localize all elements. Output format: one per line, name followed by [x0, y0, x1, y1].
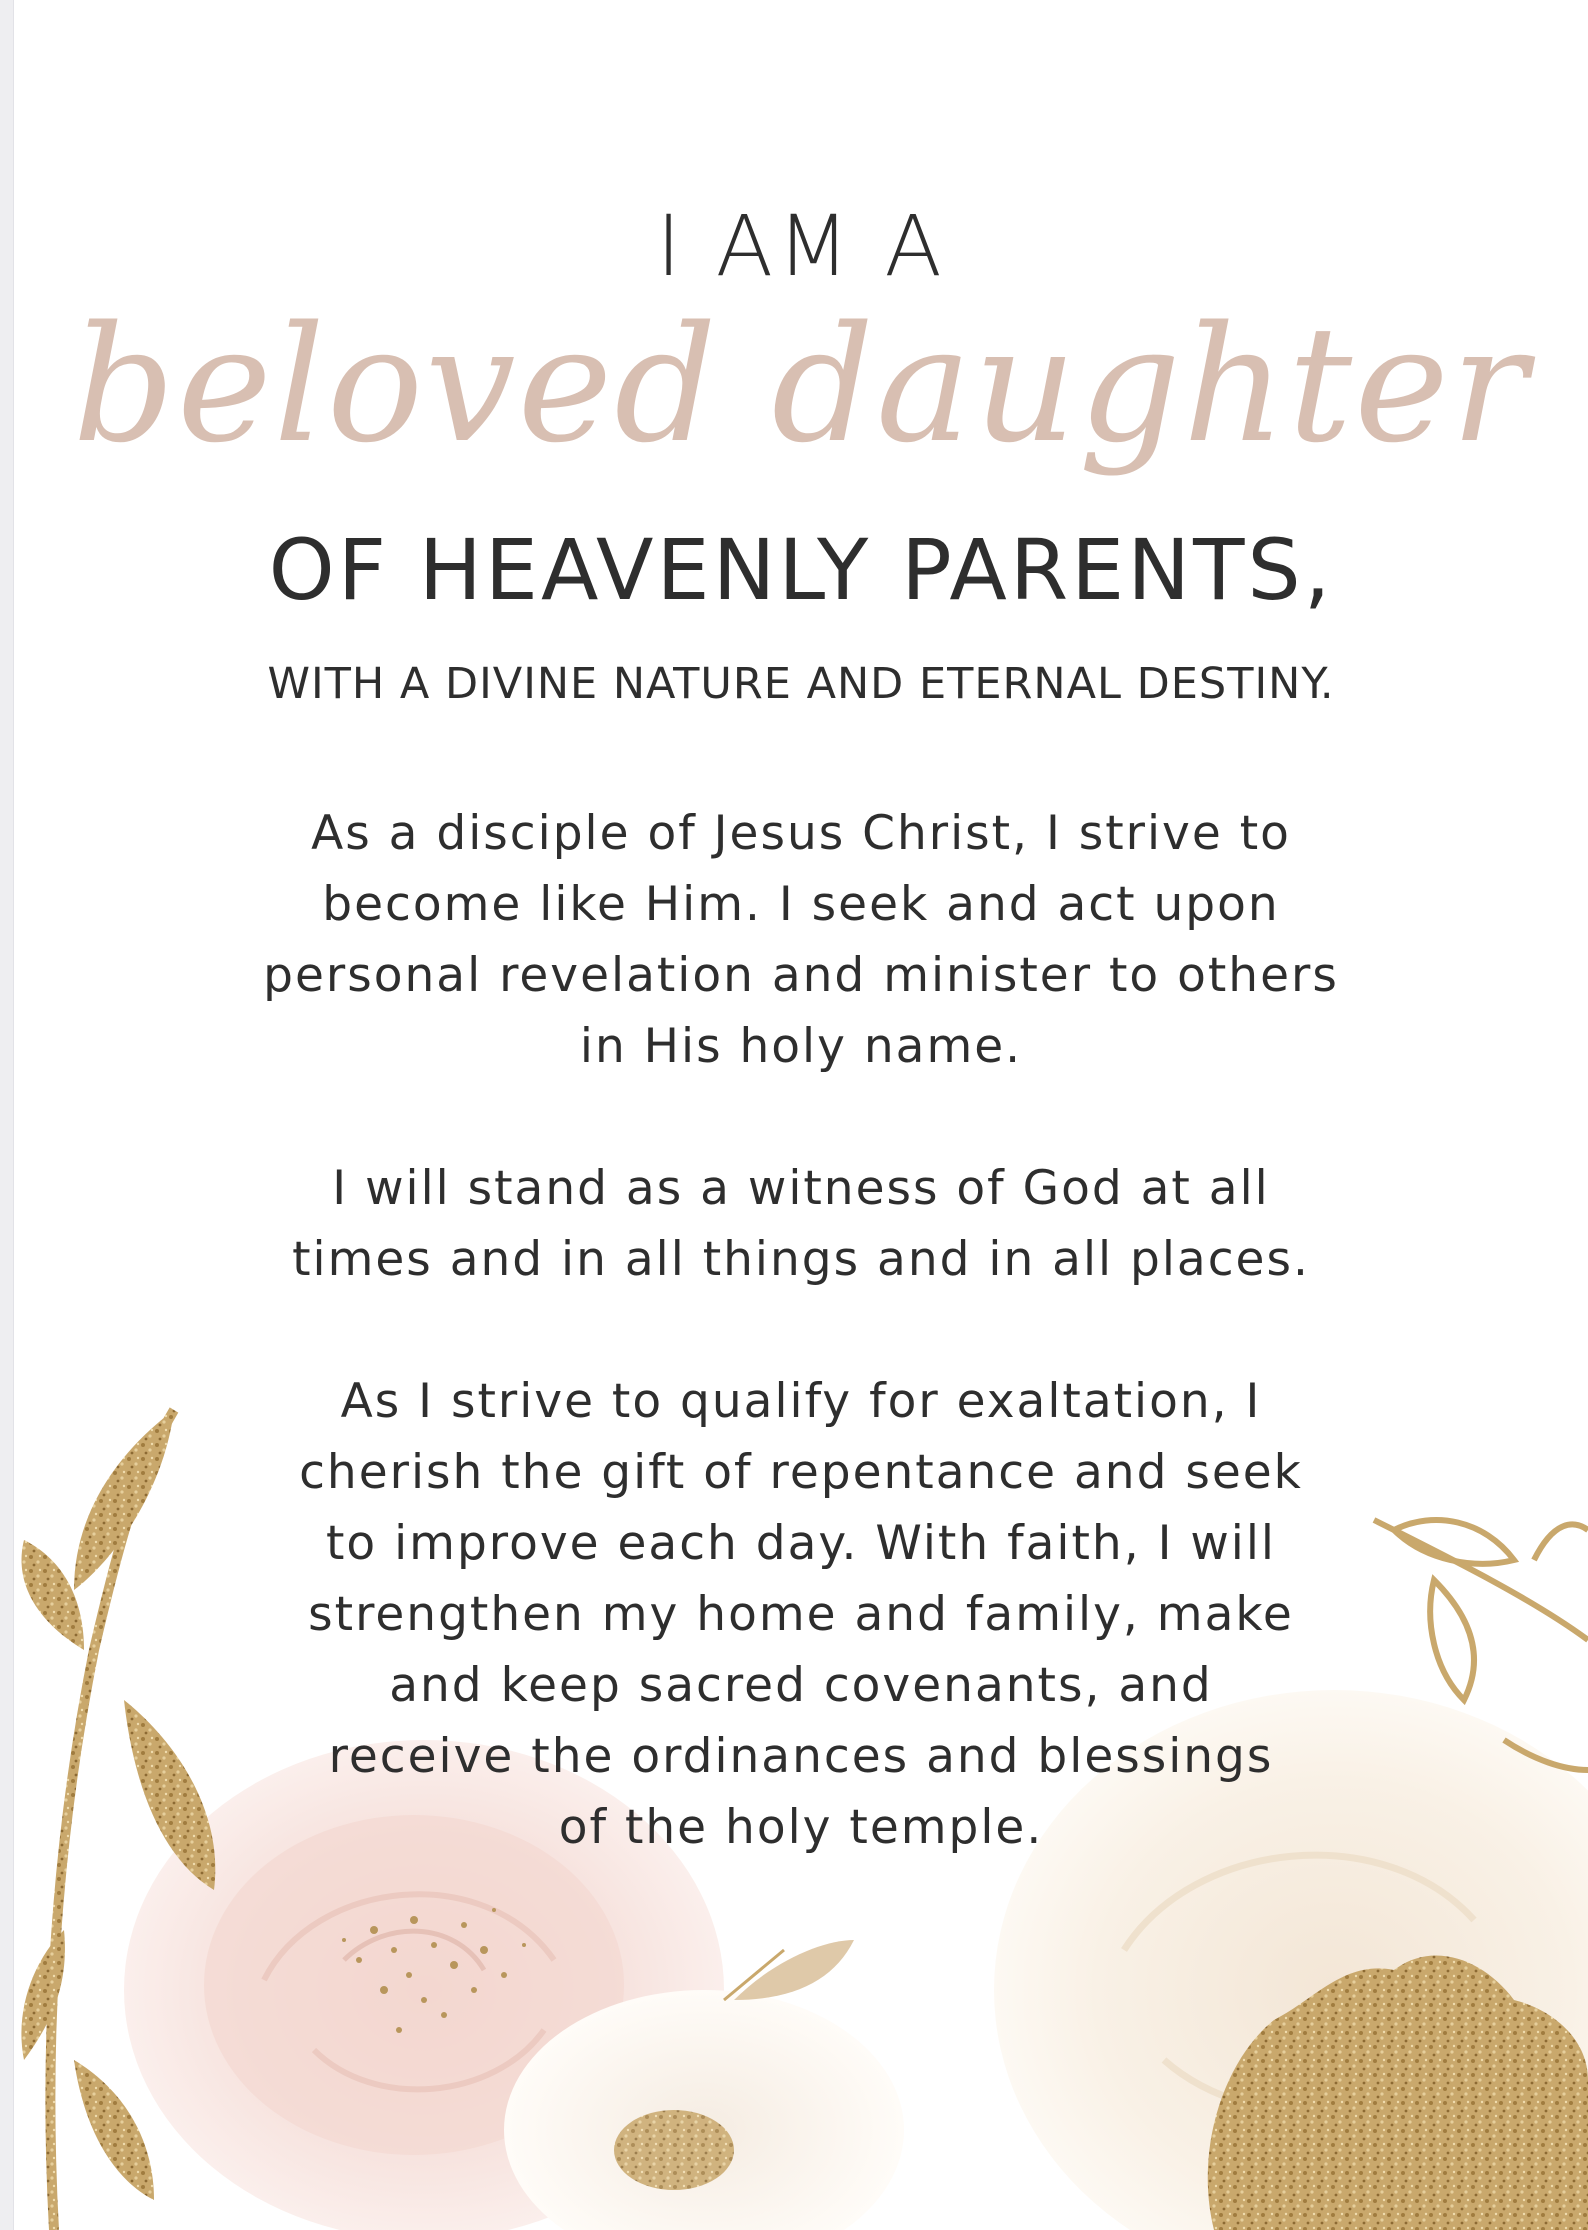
paragraph-3-line: cherish the gift of repentance and seek: [299, 1445, 1303, 1500]
paragraph-3-line: As I strive to qualify for exaltation, I: [340, 1374, 1262, 1429]
paragraph-3-line: to improve each day. With faith, I will: [325, 1516, 1276, 1571]
paragraph-1-line: in His holy name.: [579, 1019, 1023, 1074]
title-line-1: I AM A: [656, 197, 946, 295]
paragraph-3-line: of the holy temple.: [558, 1800, 1044, 1855]
creed-text: [14, 0, 1588, 2230]
paragraph-3-line: receive the ordinances and blessings: [328, 1729, 1274, 1784]
paragraph-3-line: and keep sacred covenants, and: [389, 1658, 1213, 1713]
paragraph-1-line: As a disciple of Jesus Christ, I strive to: [311, 806, 1291, 861]
script-title-text: beloved daughter: [72, 291, 1530, 478]
paragraph-1-line: become like Him. I seek and act upon: [322, 877, 1280, 932]
paragraph-1-line: personal revelation and minister to others: [263, 948, 1339, 1003]
card-page: [14, 0, 1588, 2230]
paragraph-3-line: strengthen my home and family, make: [308, 1587, 1294, 1642]
paragraph-2-line: times and in all things and in all places.: [292, 1232, 1310, 1287]
script-title: [14, 290, 1588, 520]
title-line-2: OF HEAVENLY PARENTS,: [268, 521, 1334, 619]
paragraph-2-line: I will stand as a witness of God at all: [332, 1161, 1270, 1216]
subtitle: WITH A DIVINE NATURE AND ETERNAL DESTINY.: [267, 659, 1335, 709]
